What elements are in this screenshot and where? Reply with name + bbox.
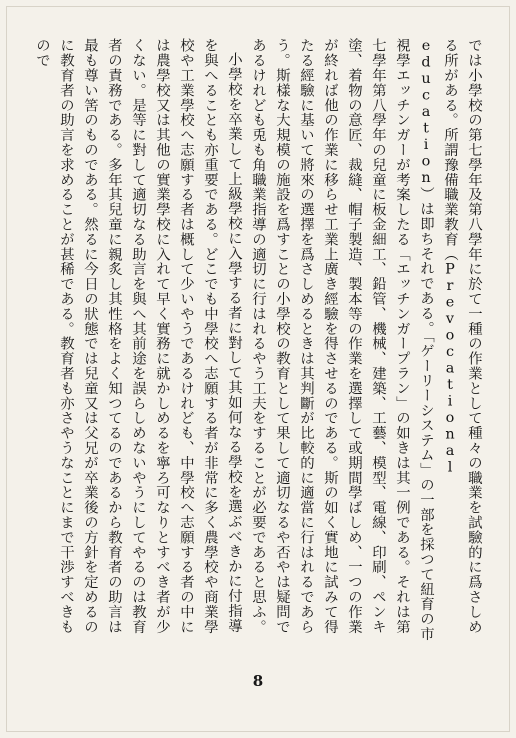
vertical-text-body: [30, 38, 486, 648]
paragraph-1: では小學校の第七學年及第八學年に於て一種の作業として種々の職業を試驗的に爲さしめる所がある。所謂豫備職業教育（Prevocational education）は即ちそれである。「ゲーリーシステム」の一部を採つて紐育の市視學エッチンガーが考案したる「エッチンガープラン」の如きは其一例である。それは第七學年第八學年の兒童に板金細工、鉛管、機械、建築、工藝、模型、電線、印刷、ペンキ塗、着物の意匠、裁縫、帽子製造、製本等の作業を選擇して或期間學ばしめ、一つの作業が終れば他の作業に移らせ工業上廣き經驗を得させるのである。斯の如く實地に試みて得たる經驗に基いて將來の選擇を爲さしめるときは其判斷が比較的に適當に行はれるであらう。斯樣な大規模の施設を爲すことの小學校の教育として果して適切なるや否やは疑問であるけれども兎も角職業指導の適切に行はれるやう工夫をすることが必要であると思ふ。: [250, 38, 482, 642]
page-number: 8: [252, 672, 264, 690]
paragraph-2: 小學校を卒業して上級學校に入學する者に對して其如何なる學校を選ぶべきかに付指導を與へることも亦重要である。どこでも中學校へ志願する者が非常に多く農學校や商業學校や工業學校へ志願する者は概して少いやうであるけれども、中學校へ志願する者の中には農學校又は其他の實業學校に入れて早く實務に就かしめるを寧ろ可なりとすべき者が少くない。是等に對して適切なる助言を與へ其前途を誤らしめないやうにしてやるのは教育者の責務である。多年其兒童に親炙し其性格をよく知つてるのであるから教育者の助言は最も尊い筈のものである。然るに今日の狀態では兒童又は父兄が卒業後の方針を定めるのに教育者の助言を求めることが甚稀である。教育者も亦さやうなことにまで干渉すべきもので: [34, 38, 242, 634]
